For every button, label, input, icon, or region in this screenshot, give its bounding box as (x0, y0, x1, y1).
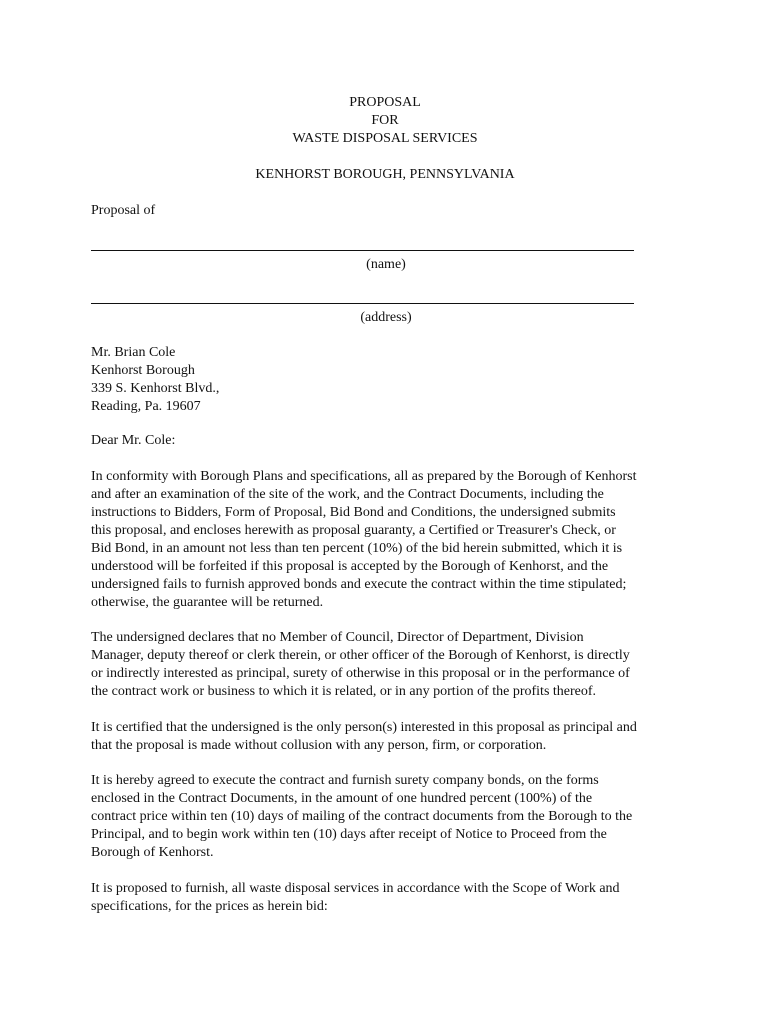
paragraph-line: that the proposal is made without collusion with any person, firm, or corporation. (91, 738, 547, 753)
paragraph-line: In conformity with Borough Plans and specifications, all as prepared by the Borough of Kenhorst (91, 469, 637, 484)
paragraph-line: enclosed in the Contract Documents, in the amount of one hundred percent (100%) of the (91, 791, 593, 806)
paragraph-line: the contract work or business to which it is related, or in any portion of the profits thereof. (91, 684, 597, 699)
recipient-name: Mr. Brian Cole (91, 345, 176, 360)
paragraph-line: contract price within ten (10) days of mailing of the contract documents from the Borough to the (91, 809, 633, 824)
paragraph-line: It is certified that the undersigned is the only person(s) interested in this proposal as principal and (91, 720, 637, 735)
paragraph-line: It is hereby agreed to execute the contract and furnish surety company bonds, on the forms (91, 773, 599, 788)
proposal-of-label: Proposal of (91, 203, 156, 218)
recipient-organization: Kenhorst Borough (91, 363, 195, 378)
paragraph-line: undersigned fails to furnish approved bonds and execute the contract within the time stipulated; (91, 577, 627, 592)
paragraph-line: Borough of Kenhorst. (91, 845, 214, 860)
paragraph-line: It is proposed to furnish, all waste disposal services in accordance with the Scope of Work and (91, 881, 620, 896)
paragraph-line: Bid Bond, in an amount not less than ten percent (10%) of the bid herein submitted, which it is (91, 541, 623, 556)
title-services: WASTE DISPOSAL SERVICES (292, 131, 478, 146)
address-entry-line[interactable] (91, 303, 634, 304)
paragraph-line: otherwise, the guarantee will be returned. (91, 595, 324, 610)
paragraph-certification (91, 719, 691, 755)
paragraph-line: and after an examination of the site of the work, and the Contract Documents, including the (91, 487, 604, 502)
name-field-label: (name) (366, 257, 406, 272)
address-field-label: (address) (360, 310, 412, 325)
title-municipality: KENHORST BOROUGH, PENNSYLVANIA (255, 167, 515, 182)
paragraph-line: The undersigned declares that no Member of Council, Director of Department, Division (91, 630, 584, 645)
paragraph-declaration (91, 629, 691, 701)
paragraph-line: Principal, and to begin work within ten (10) days after receipt of Notice to Proceed from the (91, 827, 607, 842)
title-proposal: PROPOSAL (349, 95, 421, 110)
paragraph-line: understood will be forfeited if this proposal is accepted by the Borough of Kenhorst, and the (91, 559, 609, 574)
paragraph-line: this proposal, and encloses herewith as proposal guaranty, a Certified or Treasurer's Check, or (91, 523, 616, 538)
paragraph-agreement (91, 772, 691, 862)
paragraph-line: or indirectly interested as principal, surety of otherwise in this proposal or in the performance of (91, 666, 630, 681)
name-entry-line[interactable] (91, 250, 634, 251)
recipient-city: Reading, Pa. 19607 (91, 399, 201, 414)
title-for: FOR (371, 113, 399, 128)
paragraph-furnish (91, 880, 691, 916)
salutation: Dear Mr. Cole: (91, 433, 176, 448)
recipient-street: 339 S. Kenhorst Blvd., (91, 381, 220, 396)
paragraph-conformity (91, 468, 691, 612)
paragraph-line: Manager, deputy thereof or clerk therein, or other officer of the Borough of Kenhorst, is directly (91, 648, 630, 663)
recipient-address (91, 344, 691, 416)
paragraph-line: specifications, for the prices as herein bid: (91, 899, 328, 914)
paragraph-line: instructions to Bidders, Form of Proposal, Bid Bond and Conditions, the undersigned submits (91, 505, 616, 520)
